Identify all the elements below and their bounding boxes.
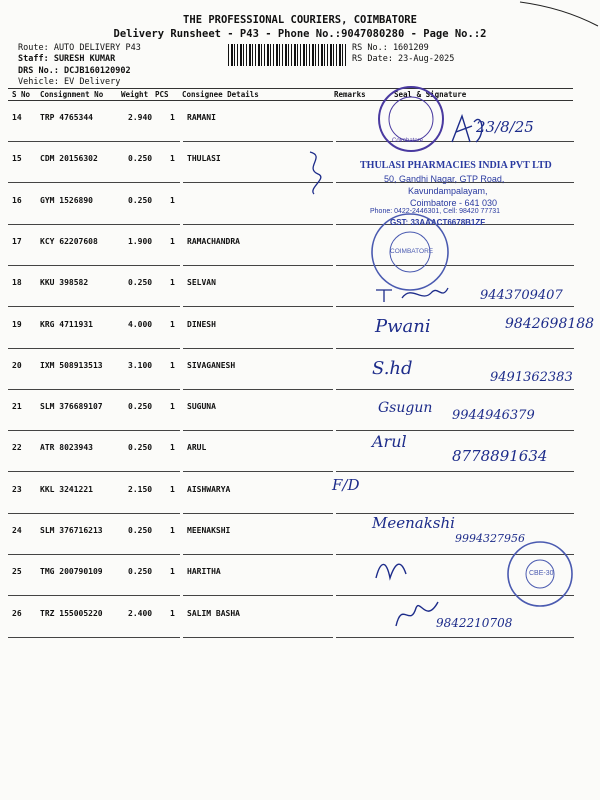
stamp-address-2: Kavundampalayam, [408,186,488,196]
cell-pcs: 1 [170,113,175,122]
round-stamp-3-text: CBE-30 [529,570,554,577]
signature-24: Meenakshi [372,514,455,532]
cell-weight: 0.250 [128,443,153,453]
cell-pcs: 1 [170,526,175,535]
cell-consignment: KKU 398582 [40,278,89,288]
cell-consignment: KKL 3241221 [40,484,93,494]
row-divider [183,637,333,638]
col-consignee: Consignee Details [182,90,259,99]
cell-weight: 0.250 [128,154,153,164]
cell-consignee: SIVAGANESH [187,360,236,370]
cell-consignee: SELVAN [187,278,216,288]
cell-consignment: SLM 376716213 [40,526,103,535]
cell-consignee: MEENAKSHI [187,526,231,535]
signature-21: Gsugun [378,400,433,416]
cell-sno: 26 [12,608,22,618]
remark-fd: F/D [332,476,360,494]
cell-sno: 21 [12,402,22,412]
col-remarks: Remarks [334,90,366,99]
cell-consignee: AISHWARYA [187,484,231,494]
cell-sno: 19 [12,319,22,329]
cell-consignment: KRG 4711931 [40,319,93,329]
cell-pcs: 1 [170,608,175,618]
col-pcs: PCS [155,90,169,99]
signature-19: Pwani [375,316,431,337]
cell-consignment: ATR 8023943 [40,443,93,453]
signature-22: Arul [372,432,407,451]
cell-sno: 24 [12,526,22,535]
phone-26: 9842210708 [436,616,513,630]
cell-pcs: 1 [170,443,175,453]
cell-consignment: KCY 62207608 [40,236,98,246]
cell-sno: 17 [12,236,22,246]
cell-weight: 0.250 [128,526,153,535]
signature-18-icon [372,282,452,306]
col-weight: Weight [121,90,149,99]
cell-consignee: RAMACHANDRA [187,236,240,246]
phone-24: 9994327956 [455,532,525,545]
signature-20: S.hd [372,358,413,379]
rs-date: RS Date: 23-Aug-2025 [352,54,455,64]
phone-20: 9491362383 [490,370,573,385]
table-row [0,225,600,266]
drs-number: DRS No.: DCJB160120902 [18,66,131,76]
round-stamp-2-text: COIMBATORE [390,248,434,255]
cell-consignee: RAMANI [187,113,216,122]
cell-consignee: ARUL [187,443,207,453]
cell-weight: 2.400 [128,608,153,618]
cell-weight: 3.100 [128,360,153,370]
cell-sno: 20 [12,360,22,370]
cell-weight: 0.250 [128,195,153,205]
cell-consignee: THULASI [187,154,221,164]
cell-sno: 22 [12,443,22,453]
cell-consignment: TRP 4765344 [40,113,93,122]
runsheet-title: Delivery Runsheet - P43 - Phone No.:9047080280 - Page No.:2 [113,28,487,40]
signature-15-icon [300,148,330,198]
cell-sno: 25 [12,567,22,577]
stamp-address-1: 50, Gandhi Nagar, GTP Road, [384,174,505,184]
cell-pcs: 1 [170,360,175,370]
cell-weight: 0.250 [128,567,153,577]
phone-21: 9944946379 [452,408,535,423]
cell-sno: 14 [12,113,22,122]
cell-weight: 4.000 [128,319,153,329]
cell-consignment: TMG 200790109 [40,567,103,577]
col-consignment: Consignment No [40,90,104,99]
cell-pcs: 1 [170,567,175,577]
cell-pcs: 1 [170,236,175,246]
phone-19: 9443709407 [480,288,563,303]
cell-pcs: 1 [170,195,175,205]
cell-consignment: TRZ 155005220 [40,608,103,618]
cell-weight: 0.250 [128,278,153,288]
cell-weight: 2.940 [128,113,153,122]
cell-weight: 1.900 [128,236,153,246]
cell-sno: 23 [12,484,22,494]
stamp-phone: Phone: 0422-2446301, Cell: 98420 77731 [370,208,500,215]
stamp-company-name: THULASI PHARMACIES INDIA PVT LTD [360,160,552,171]
signature-26-icon [392,594,442,634]
cell-consignee: HARITHA [187,567,221,577]
cell-consignment: GYM 1526890 [40,195,93,205]
row-divider [8,637,180,638]
table-row [0,473,600,514]
cell-consignment: SLM 376689107 [40,402,103,412]
company-title: THE PROFESSIONAL COURIERS, COIMBATORE [183,14,417,26]
cell-sno: 16 [12,195,22,205]
cell-consignee: DINESH [187,319,216,329]
row-divider [336,637,574,638]
cell-consignee: SALIM BASHA [187,608,240,618]
col-seal-signature: Seal & Signature [394,90,467,99]
route-label: Route: AUTO DELIVERY P43 [18,43,141,53]
staff-label: Staff: SURESH KUMAR [18,54,116,64]
signature-25-icon [372,552,412,586]
cell-sno: 18 [12,278,22,288]
cell-pcs: 1 [170,154,175,164]
cell-consignment: IXM 508913513 [40,360,103,370]
rs-number: RS No.: 1601209 [352,43,429,53]
handwritten-date: 23/8/25 [476,118,534,136]
stamp-address-3: Coimbatore - 641 030 [410,198,498,208]
cell-sno: 15 [12,154,22,164]
stamp-gst: GST: 33AAACT6678B1ZF [390,218,486,227]
header-top-rule [8,88,573,89]
phone-19b: 9842698188 [505,316,595,332]
vehicle-label: Vehicle: EV Delivery [18,77,121,87]
cell-consignee: SUGUNA [187,402,216,412]
cell-pcs: 1 [170,319,175,329]
col-sno: S No [12,90,31,99]
cell-weight: 2.150 [128,484,153,494]
cell-pcs: 1 [170,484,175,494]
cell-pcs: 1 [170,402,175,412]
cell-pcs: 1 [170,278,175,288]
phone-22: 8778891634 [452,447,548,465]
cell-weight: 0.250 [128,402,153,412]
cell-consignment: CDM 20156302 [40,154,98,164]
corner-pen-mark-icon [520,0,600,30]
round-stamp-text: Coimbatore [392,138,424,144]
barcode [228,44,346,66]
